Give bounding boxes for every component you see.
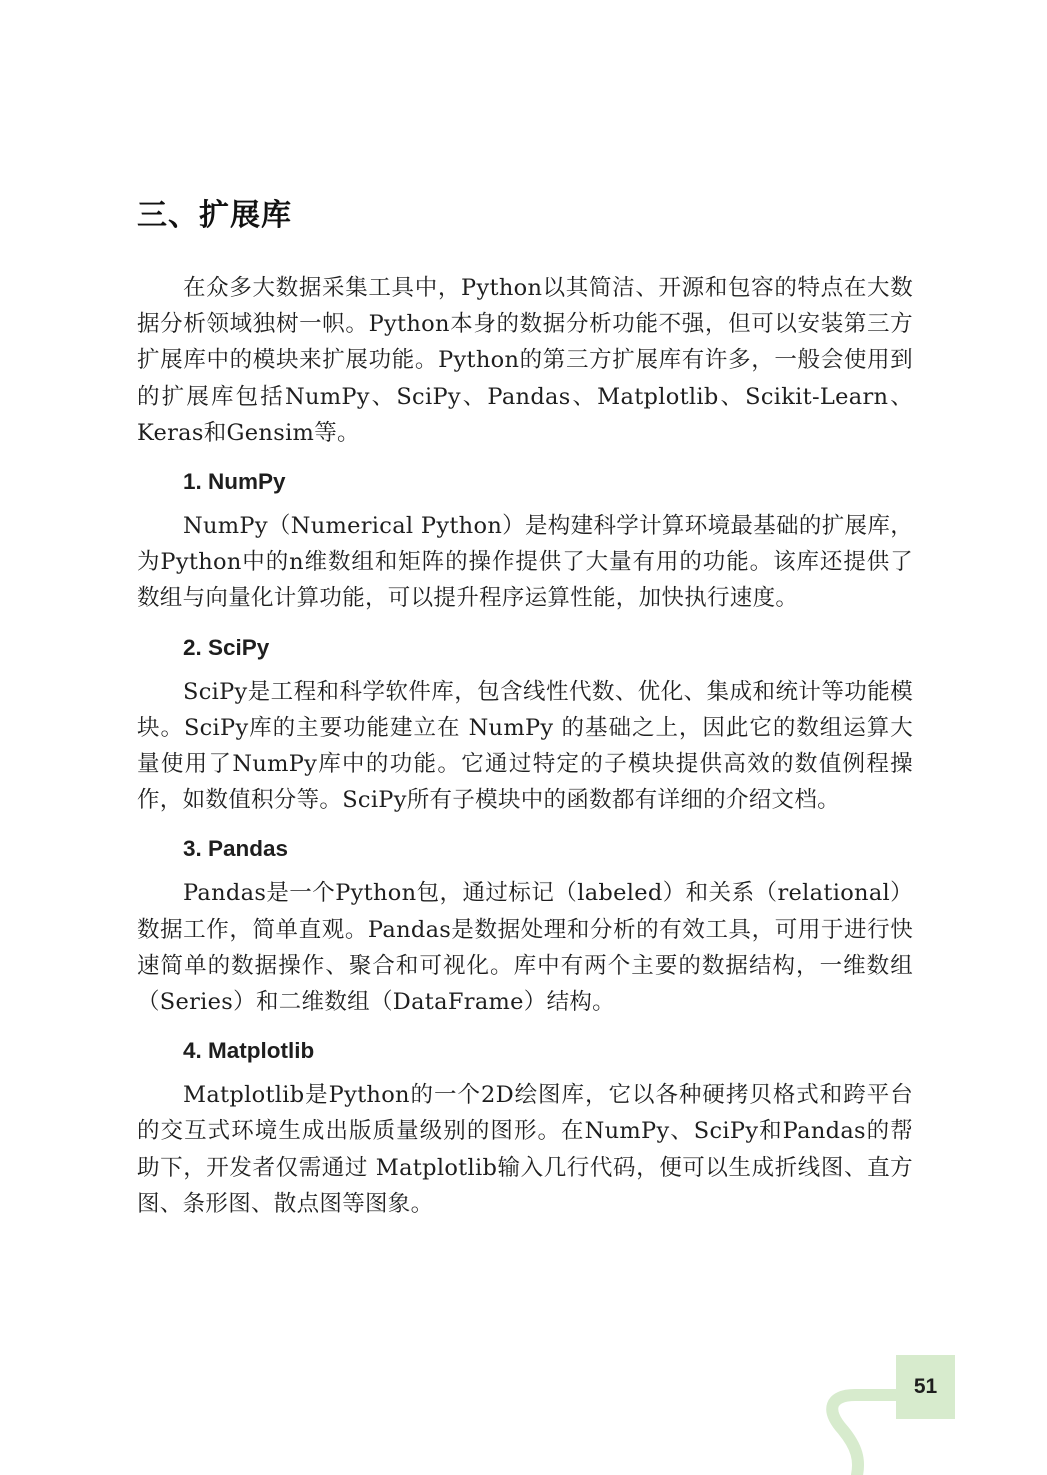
subsection-heading-scipy: 2. SciPy — [183, 634, 270, 660]
intro-paragraph: 在众多大数据采集工具中，Python以其简洁、开源和包容的特点在大数据分析领域独树一帜。Python本身的数据分析功能不强，但可以安装第三方扩展库中的模块来扩展功能。Python的第三方扩展库有许多，一般会使用到的扩展库包括NumPy、SciPy、Pandas、Matplotlib、Scikit-Learn、Keras和Gensim等。 — [137, 275, 913, 446]
subsection-heading-numpy: 1. NumPy — [183, 469, 286, 495]
subsection-heading-pandas: 3. Pandas — [183, 836, 289, 862]
page-content — [137, 190, 913, 1222]
subsection-body-pandas: Pandas是一个Python包，通过标记（labeled）和关系（relational）数据工作，简单直观。Pandas是数据处理和分析的有效工具，可用于进行快速简单的数据操作、聚合和可视化。库中有两个主要的数据结构，一维数组（Series）和二维数组（DataFrame）结构。 — [137, 880, 913, 1016]
subsection-body-matplotlib: Matplotlib是Python的一个2D绘图库，它以各种硬拷贝格式和跨平台的交互式环境生成出版质量级别的图形。在NumPy、SciPy和Pandas的帮助下，开发者仅需通过 Matplotlib输入几行代码，便可以生成折线图、直方图、条形图、散点图等图象。 — [137, 1082, 913, 1217]
page-number-label: 51 — [913, 1375, 938, 1398]
section-title: 三、扩展库 — [137, 198, 292, 233]
subsection-body-scipy: SciPy是工程和科学软件库，包含线性代数、优化、集成和统计等功能模块。SciPy库的主要功能建立在 NumPy 的基础之上，因此它的数组运算大量使用了NumPy库中的功能。它通过特定的子模块提供高效的数值例程操作，如数值积分等。SciPy所有子模块中的函数都有详细的介绍文档。 — [137, 678, 913, 814]
page-number — [896, 1355, 955, 1419]
subsection-heading-matplotlib: 4. Matplotlib — [183, 1038, 315, 1064]
subsection-body-numpy: NumPy（Numerical Python）是构建科学计算环境最基础的扩展库，为Python中的n维数组和矩阵的操作提供了大量有用的功能。该库还提供了数组与向量化计算功能，可以提升程序运算性能，加快执行速度。 — [137, 513, 913, 612]
decorative-curve — [815, 1375, 905, 1475]
